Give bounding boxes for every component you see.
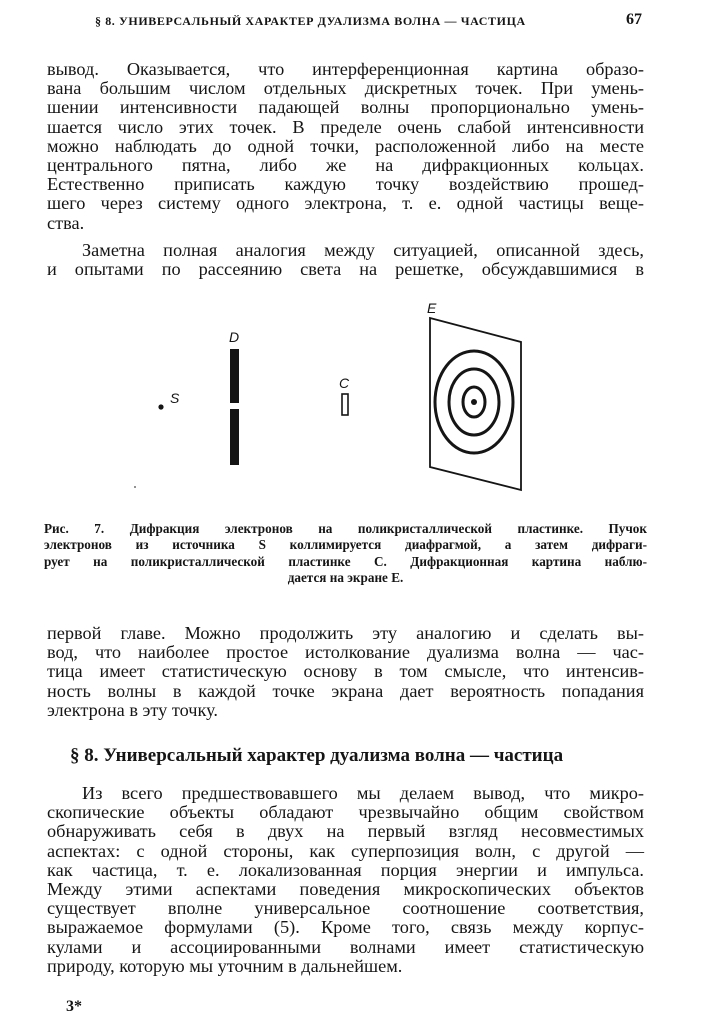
text-line: аспектах: с одной стороны, как суперпозиция волн, с другой — bbox=[47, 840, 644, 861]
text-line: вана большим числом отдельных дискретных точек. При умень- bbox=[47, 78, 644, 99]
paragraph-2 bbox=[47, 241, 644, 279]
paragraph-4 bbox=[47, 784, 644, 976]
text-line: вод, что наиболее простое истолкование дуализма волна — час- bbox=[47, 642, 644, 663]
label-diaphragm: D bbox=[229, 329, 240, 345]
figure-caption bbox=[44, 521, 647, 587]
section-heading: § 8. Универсальный характер дуализма волна — частица bbox=[70, 745, 564, 766]
diaphragm-upper bbox=[230, 349, 239, 412]
text-line: и опытами по рассеянию света на решетке, обсуждавшимися в bbox=[47, 259, 644, 280]
page-number: 67 bbox=[626, 11, 642, 28]
label-source: S bbox=[170, 390, 180, 406]
text-line: шается число этих точек. В пределе очень слабой интенсивности bbox=[47, 116, 644, 137]
printer-signature: 3* bbox=[66, 998, 82, 1015]
text-line: Между этими аспектами поведения микроскопических объектов bbox=[47, 879, 644, 900]
paragraph-3 bbox=[47, 624, 644, 720]
text-line: шении интенсивности падающей волны пропорционально умень- bbox=[47, 97, 644, 118]
text-line: скопические объекты обладают чрезвычайно общим свойством bbox=[47, 802, 644, 823]
text-line: центрального пятна, либо же на дифракционных кольцах. bbox=[47, 155, 644, 176]
text-line: выражаемое формулами (5). Кроме того, связь между корпус- bbox=[47, 917, 644, 938]
text-line: вывод. Оказывается, что интерференционная картина образо- bbox=[47, 59, 644, 79]
text-line: как частица, т. е. локализованная порция энергии и импульса. bbox=[47, 859, 644, 880]
caption-line: дается на экране E. bbox=[287, 570, 404, 586]
caption-line: рует на поликристаллической пластинке C. Дифракционная картина наблю- bbox=[44, 553, 647, 569]
text-line: существует вполне универсальное соотношение соответствия, bbox=[47, 898, 644, 919]
text-line: ства. bbox=[47, 212, 85, 233]
caption-line: Рис. 7. Дифракция электронов на поликристаллической пластинке. Пучок bbox=[44, 521, 647, 536]
diaphragm-slit bbox=[230, 403, 239, 409]
central-spot bbox=[471, 399, 477, 405]
text-line: можно наблюдать до одной точки, расположенной либо на месте bbox=[47, 135, 644, 156]
text-line: кулами и ассоциированными волнами имеет статистическую bbox=[47, 936, 644, 957]
diaphragm-lower bbox=[230, 409, 239, 465]
source-dot bbox=[158, 404, 163, 409]
text-line: Естественно приписать каждую точку воздействию прошед- bbox=[47, 174, 644, 195]
text-line: Из всего предшествовавшего мы делаем вывод, что микро- bbox=[82, 783, 644, 803]
polycrystal-plate bbox=[342, 394, 348, 415]
label-plate: C bbox=[339, 375, 350, 391]
label-screen: E bbox=[427, 300, 437, 316]
diffraction-diagram bbox=[0, 295, 701, 510]
text-line: первой главе. Можно продолжить эту аналогию и сделать вы- bbox=[47, 623, 644, 643]
caption-line: электронов из источника S коллимируется диафрагмой, а затем дифраги- bbox=[44, 537, 647, 553]
text-line: тица имеет статистическую основу в том смысле, что интенсив- bbox=[47, 661, 644, 682]
running-header: § 8. УНИВЕРСАЛЬНЫЙ ХАРАКТЕР ДУАЛИЗМА ВОЛНА — ЧАСТИЦА bbox=[95, 14, 526, 28]
text-line: природу, которую мы уточним в дальнейшем. bbox=[47, 955, 403, 976]
figure-electron-diffraction bbox=[0, 295, 701, 510]
paragraph-1 bbox=[47, 60, 644, 233]
text-line: Заметна полная аналогия между ситуацией, описанной здесь, bbox=[82, 240, 644, 260]
print-speck bbox=[134, 486, 136, 488]
text-line: шего через систему одного электрона, т. е. одной частицы веще- bbox=[47, 193, 644, 214]
text-line: обнаруживать себя в двух на первый взгляд несовместимых bbox=[47, 821, 644, 842]
text-line: ность волны в каждой точке экрана дает вероятность попадания bbox=[47, 680, 644, 701]
text-line: электрона в эту точку. bbox=[47, 699, 218, 720]
